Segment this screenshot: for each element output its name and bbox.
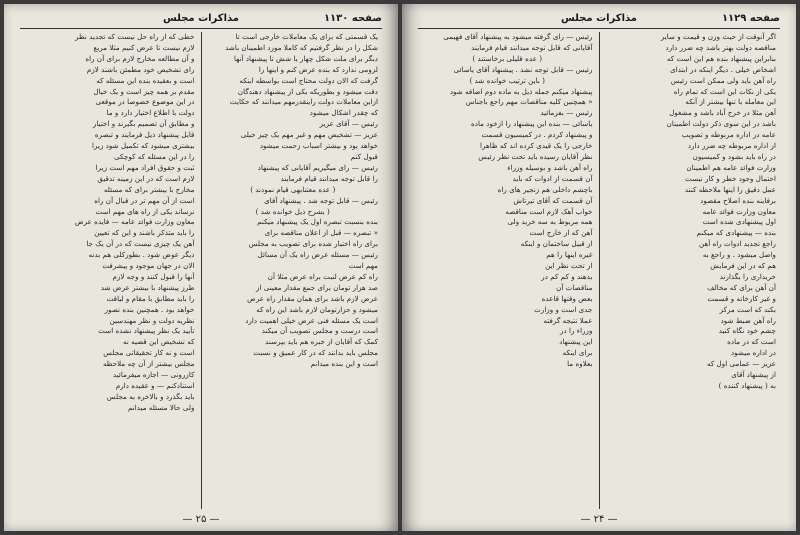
text-columns <box>416 32 782 509</box>
text-line: ( عده قلیلی برخاستند ) <box>472 53 543 63</box>
text-line: گرفت که الان دولت محتاج است بواسطه اینکه <box>239 75 378 85</box>
text-line: و آن مطالعه مخارج لازم برای آن راه <box>85 53 195 63</box>
text-line: مناقصات آن <box>556 282 593 292</box>
text-line: قبول کنم <box>350 151 378 161</box>
text-line: و مطابق آن تصمیم بگیرند و اختیار <box>92 119 195 129</box>
text-line: رئیس — رای گرفته میشود به پیشنهاد آقای فهیمی <box>443 32 593 41</box>
text-line: ( باین ترتیب خوانده شد ) <box>469 75 545 85</box>
text-line: یاسائی — بنده این پیشنهاد را ازخود ماده <box>470 119 593 129</box>
text-line: رئیس — قابل توجه شد . پیشنهاد آقای <box>264 195 378 205</box>
text-line: خواهد بود . همچنین بنده تصور <box>104 304 195 314</box>
text-line: استنادکنم — و عقیده دارم <box>115 381 195 390</box>
text-line: یک قسمتی که برای یک معاملات خارجی است تا <box>235 32 378 41</box>
text-line: بیشتری میشود که تکمیل شود زیرا <box>92 141 195 151</box>
text-line: از تحت نظر این <box>545 261 593 271</box>
text-line: را در این مسئله که کوچکی <box>113 151 195 161</box>
text-line: دیگر عوض شود . بطورکلی هم بدنه <box>88 250 195 260</box>
text-line: است درست و مجلس تصویب آن میکند <box>261 326 378 336</box>
text-line: واصل میشود . و راجع به <box>702 250 776 260</box>
text-line: همه مربوط به سه خرید ولی <box>507 217 593 227</box>
text-line: آهن مثلا در خرج آباد باشد و مشغول <box>669 108 776 118</box>
text-line: راه آهن باید ولی ممکن است رئیس <box>670 75 776 85</box>
page-header <box>20 10 382 29</box>
text-line: باچشم داخلی هم زنجیر های راه <box>497 184 593 194</box>
text-line: تأیید یک نظر پیشنهاد نشده است <box>98 326 195 336</box>
text-line: عملا نتیجه گرفته <box>543 315 593 325</box>
text-line: نظر آقایان رسیده باید تحت نظر رئیس <box>478 151 593 161</box>
text-line: اشخاص خیلی . دیگر اینکه در ابتدای <box>670 64 776 74</box>
text-line: آهن که از خارج است <box>529 228 593 238</box>
text-line: است و نه کار تحقیقاتی مجلس <box>103 348 195 358</box>
text-line: مجلس باید بدانند که در کار عمیق و نسبت <box>253 348 378 358</box>
text-line: ولی حالا مسئله میدانم <box>128 402 195 412</box>
text-line: و غیر کارخانه و قسمت <box>707 293 776 303</box>
text-line: احتمال وجود خطر و کار نیست <box>685 173 776 183</box>
text-line: الان در جهان موجود و پیشرفت <box>102 261 195 271</box>
text-line: آهن یک چیزی نیست که در آن یک جا <box>86 239 195 249</box>
text-line: که تشخیص این قضیه نه <box>123 337 195 347</box>
text-line: از اداره مربوطه چه ضرر دارد <box>687 141 776 151</box>
text-line: رئیس — بفرمائید <box>540 108 593 118</box>
text-line: خارجی را یک قیدی کرده اند که ظاهرا <box>480 141 593 151</box>
text-line: راه آهن باشد و بوسیله وزراء <box>507 162 593 172</box>
text-line: عزیز — عمامی اول که <box>707 359 776 369</box>
text-line: عزیز — تشخیص مهم و غیر مهم یک چیز خیلی <box>240 130 378 140</box>
text-line: لازم نیست تا عرض کنیم مثلا مربع <box>93 42 195 52</box>
column-divider <box>201 32 202 509</box>
text-line: بکند که است مرکز <box>719 304 776 314</box>
text-line: در اداره میشود <box>730 348 776 358</box>
text-line: است و بعقیده بنده این مسئله که <box>96 75 195 85</box>
text-line: میشود و حزارتومان لازم باشد این راه که <box>256 304 378 314</box>
text-line: آن قسمت که آقای تیرتاش <box>513 195 593 205</box>
text-line: یکی از نکات این است که تمام راه <box>673 86 776 96</box>
text-line: از پیشنهاد آقای <box>731 370 776 380</box>
text-line: آنها را قبول کنند و وجه لازم <box>112 271 195 281</box>
text-line: لزومی ندارد که بنده عرض کنم و اینها را <box>258 64 378 74</box>
book-spread <box>4 4 796 531</box>
text-line: برفاینه بنده اصلاح مقصود <box>700 195 776 205</box>
text-line: بنده — پیشنهادی که میکنم <box>696 228 776 238</box>
text-line: دولت با اطلاع اختیار دارد و ما <box>106 108 195 118</box>
text-line: دقت میشود و بطوریکه یکی از پیشنهاد دهندگان <box>237 86 378 96</box>
text-line: جدی است و وزارت <box>534 304 593 314</box>
text-line: وزارت فوائد عامه هم اطمینان <box>686 162 776 172</box>
column-divider <box>599 32 600 509</box>
text-line: کمک که آقایان از خبره هم باید بپرسند <box>265 337 378 347</box>
text-line: برای راه اختیار شده برای تصویب به مجلس <box>248 239 378 249</box>
text-line: خواب آهک لازم است مناقصه <box>505 206 593 216</box>
text-line: است یک مسئله فنی عرض خیلی اهمیت دارد <box>245 315 378 325</box>
text-line: اگر آنوقت از حیث وزن و قیمت و سایر <box>660 32 776 41</box>
text-line: ( عده معتنابهی قیام نمودند ) <box>250 184 336 194</box>
page-footer-number: — ۲۴ — <box>580 514 618 525</box>
text-column-left <box>18 32 201 509</box>
text-column-left <box>416 32 599 509</box>
text-line: نظریه دولت و نظر مهندسین <box>109 315 195 325</box>
text-line: « تبصره — قبل از اعلان مناقصه برای <box>264 228 378 238</box>
text-line: این معامله با تنها بیشتر از آنکه <box>685 97 776 107</box>
right-page <box>402 4 796 531</box>
text-line: ثبت و حقوق افراد مهم است زیرا <box>95 162 195 172</box>
text-line: عامه در اداره مربوطه و تصویب <box>681 130 776 140</box>
text-line: رای تشخیص خود مطمئن باشند لازم <box>86 64 195 74</box>
text-line: غیره اینها را هم <box>546 250 593 260</box>
text-line: عرض لازم باشد برای همان مقدار راه عرض <box>247 293 378 303</box>
text-line: این پیشنهاد <box>559 337 593 347</box>
text-line: مقدم بر همه چیز است و یک خیال <box>93 86 195 96</box>
text-line: شکل را در نظر گرفتیم که کاملا مورد اطمینان باشد <box>225 42 378 52</box>
text-line: دیگر برای ملت شکل چهار یا شش تا پیشنهاد آنها <box>234 53 378 63</box>
text-columns <box>18 32 384 509</box>
text-line: باشد در این سوی ذکر دولت اطمینان <box>666 119 776 129</box>
text-line: در راه باید بشود و کمیسیون <box>692 151 776 161</box>
text-line: را قابل توجه میدانند قیام فرمایند <box>280 173 378 183</box>
text-line: بعض وقتها قاعده <box>541 293 593 303</box>
text-line: را باید متذکر باشند و این که تعیین <box>94 228 195 238</box>
text-line: صد هزار تومان برای جمع مقدار معینی از <box>256 282 378 292</box>
text-line: « همچنین کلیه مناقصات مهم راجع باجناس <box>465 97 593 107</box>
text-line: طرز پیشنهاد با بیشتر عرض شد <box>100 282 195 292</box>
text-line: را باید مطابق با مقام و لیاقت <box>106 293 195 303</box>
text-line: بنابراین پیشنهاد بنده هم این است که <box>666 53 776 63</box>
text-line: مجلس بیشتر از آن چه ملاحظه <box>102 359 195 369</box>
text-line: رئیس — رای میگیریم آقایانی که پیشنهاد <box>257 162 378 172</box>
text-line: از قبیل ساختمان و اینکه <box>520 239 593 249</box>
text-line: کازرونی — اجازه میفرمائید <box>112 370 195 380</box>
page-number-header: صفحه ۱۱۲۹ <box>721 12 780 24</box>
text-line: است که در ماده <box>727 337 776 347</box>
text-line: راجع تجدید ادوات راه آهن <box>699 239 776 249</box>
text-line: برای اینکه <box>562 348 593 358</box>
text-line: اول پیشنهادی شده است <box>702 217 776 227</box>
text-line: ( بشرح ذیل خوانده شد ) <box>255 206 330 216</box>
text-column-right <box>202 32 385 509</box>
text-line: لازم است که در این زمینه تدقیق <box>97 173 195 183</box>
page-title: مذاکرات مجلس <box>560 12 637 24</box>
page-header <box>418 10 780 29</box>
text-line: مخارج با بیشتر برای که مسئله <box>103 184 195 194</box>
text-line: بدهند و کم کم در <box>541 271 593 281</box>
text-column-right <box>600 32 783 509</box>
text-line: است و این بنده میدانم <box>310 359 378 369</box>
text-line: پیشنهاد میکنم جمله ذیل به ماده دوم اضافه شود <box>449 86 593 96</box>
text-line: قابل پیشنهاد ذیل فرمایند و تبصره <box>94 130 195 140</box>
text-line: مناقصه دولت بهتر باشد چه ضرر دارد <box>665 42 776 52</box>
page-title: مذاکرات مجلس <box>162 12 239 24</box>
text-line: خواهد بود و بیشتر اسباب زحمت میشود <box>259 141 378 151</box>
text-line: بنده بنسبت تبصره اول یک پیشنهاد میکنم <box>257 217 378 227</box>
text-line: معاون وزارت فوائد عامه <box>702 206 776 216</box>
text-line: مهم است <box>348 261 378 271</box>
text-line: عمل دقیق را اینها ملاحظه کنند <box>684 184 776 194</box>
text-line: است از آن مهم تر در قبال آن راه <box>94 195 195 205</box>
text-line: باید بگذرد و بالاخره به مجلس <box>106 391 195 401</box>
text-line: رئیس — آقای عزیز <box>319 119 378 129</box>
text-line: راه آهن ضبط شود <box>720 315 776 325</box>
text-line: هم که در این فرمایش <box>710 261 776 271</box>
text-line: در این موضوع خصوصا در موقعی <box>95 97 195 107</box>
text-line: خطی که از راه حل نیست که تجدید نظر <box>75 32 195 41</box>
text-line: آن آهن برای که مخالف <box>707 282 776 292</box>
text-line: به ( پیشنهاد کننده ) <box>718 381 776 390</box>
text-line: خریداری را بگذارند <box>719 271 776 281</box>
text-line: بعلاوه ما <box>567 359 593 369</box>
text-line: ازاین معاملات دولت راینقدرمهم میدانند که حکایت <box>229 97 378 107</box>
text-line: راه کم عرض لنبت براه عرض مثلا آن <box>267 271 378 281</box>
text-line: رئیس — مسئله عرض راه یک آن مسائل <box>257 250 378 260</box>
text-line: معاون وزارت فوائد عامه — فایده عرض <box>74 217 195 227</box>
text-line: چشم خود نگاه کنید <box>718 326 776 336</box>
text-line: که چقدر اشکال میشود <box>309 108 378 118</box>
left-page <box>4 4 398 531</box>
text-line: وزراء را در <box>560 326 593 336</box>
text-line: رئیس — قابل توجه نشد . پیشنهاد آقای یاسائی <box>453 64 593 74</box>
page-number-header: صفحه ۱۱۳۰ <box>323 12 382 24</box>
page-footer-number: — ۲۵ — <box>182 514 220 525</box>
text-line: نرساند یکی از راه های مهم است <box>95 206 195 216</box>
text-line: آن قسمت از ادوات که باید <box>512 173 593 183</box>
text-line: و پیشنهاد کردم . در کمیسیون قسمت <box>481 130 593 140</box>
text-line: آقایانی که قابل توجه میدانند قیام فرمایند <box>471 42 593 52</box>
